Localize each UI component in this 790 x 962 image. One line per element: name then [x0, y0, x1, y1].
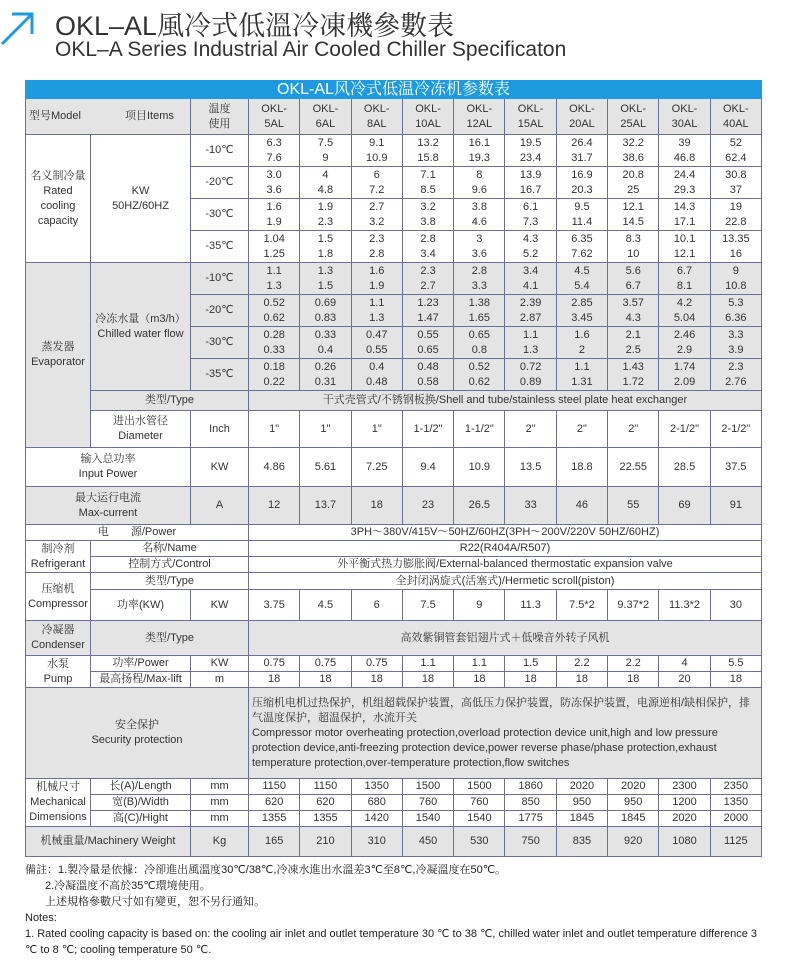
value-cell: 1.6 2 [556, 327, 607, 359]
value-cell: 9.5 11.4 [556, 199, 607, 231]
value-cell: 1.1 [454, 656, 505, 672]
table-row [26, 525, 762, 541]
value-cell: 1350 [710, 795, 761, 811]
value-cell: 19.5 23.4 [505, 135, 556, 167]
value-cell: 5.5 [710, 656, 761, 672]
model-header: OKL- 12AL [454, 99, 505, 135]
table-row [26, 656, 762, 672]
value-cell: 0.75 [249, 656, 300, 672]
value-cell: 4.5 [300, 590, 351, 621]
value-cell: 0.75 [351, 656, 402, 672]
value-cell: 4 [659, 656, 710, 672]
value-cell: 0.55 0.65 [402, 327, 453, 359]
value-cell: 33 [505, 487, 556, 525]
value-cell: 19 22.8 [710, 199, 761, 231]
value-cell: 0.4 0.48 [351, 359, 402, 391]
value-cell: 20.8 25 [608, 167, 659, 199]
value-cell: 30 [710, 590, 761, 621]
value-cell: 46 [556, 487, 607, 525]
cooling-label: 名义制冷量 Rated cooling capacity [26, 135, 91, 263]
value-cell: 16.9 20.3 [556, 167, 607, 199]
table-cell: 进出水管径 Diameter [91, 411, 191, 448]
value-cell: 1.9 2.3 [300, 199, 351, 231]
value-cell: 2" [556, 411, 607, 448]
table-cell: Inch [191, 411, 249, 448]
value-cell: 1860 [505, 779, 556, 795]
value-cell: 1.3 1.5 [300, 263, 351, 295]
value-cell: 6.3 7.6 [249, 135, 300, 167]
value-cell: 0.52 0.62 [454, 359, 505, 391]
value-cell: 18 [454, 672, 505, 688]
table-cell: 最高扬程/Max-lift [91, 672, 191, 688]
value-cell: 8 9.6 [454, 167, 505, 199]
compressor-label: 压缩机 Compressor [26, 573, 91, 621]
value-cell: 37.5 [710, 448, 761, 487]
model-header: OKL- 5AL [249, 99, 300, 135]
table-cell: KW [191, 656, 249, 672]
value-cell: 1500 [402, 779, 453, 795]
note-en-1: 1. Rated cooling capacity is based on: the cooling air inlet and outlet temperature 30 ℃ to 38 ℃, chilled water inlet and outlet temperature difference 3 ℃ to 8 ℃; cooling temperature 50 ℃. [25, 928, 757, 956]
value-cell: 23 [402, 487, 453, 525]
value-cell: 8.3 10 [608, 231, 659, 263]
table-row [26, 411, 762, 448]
value-cell: 3.0 3.6 [249, 167, 300, 199]
notes-title: Notes: [25, 912, 57, 924]
value-cell: 2300 [659, 779, 710, 795]
value-cell: 920 [608, 827, 659, 857]
value-cell: 2.2 [608, 656, 659, 672]
value-cell: 0.52 0.62 [249, 295, 300, 327]
cooling-unit: KW 50HZ/60HZ [91, 135, 191, 263]
table-row [26, 487, 762, 525]
value-cell: 0.72 0.89 [505, 359, 556, 391]
value-cell: 2.2 [556, 656, 607, 672]
value-cell: 26.4 31.7 [556, 135, 607, 167]
value-cell: 4 4.8 [300, 167, 351, 199]
value-cell: 1500 [454, 779, 505, 795]
model-header: OKL- 6AL [300, 99, 351, 135]
value-cell: 0.69 0.83 [300, 295, 351, 327]
value-cell: 1-1/2" [454, 411, 505, 448]
value-cell: 0.65 0.8 [454, 327, 505, 359]
value-cell: 1.5 [505, 656, 556, 672]
value-cell: 1.1 1.3 [505, 327, 556, 359]
value-cell: 2020 [608, 779, 659, 795]
value-cell: 2.8 3.4 [402, 231, 453, 263]
model-header: OKL- 20AL [556, 99, 607, 135]
value-cell: 12 [249, 487, 300, 525]
table-title: OKL-AL风冷式低温冷冻机参数表 [26, 81, 762, 99]
table-row [26, 590, 762, 621]
temp-cell: -35℃ [191, 231, 249, 263]
evaporator-label: 蒸发器 Evaporator [26, 263, 91, 448]
title-en: OKL–A Series Industrial Air Cooled Chiller Specificaton [55, 38, 567, 61]
value-cell: 1-1/2" [402, 411, 453, 448]
table-row [26, 573, 762, 590]
value-cell: 18 [402, 672, 453, 688]
value-cell: 14.3 17.1 [659, 199, 710, 231]
value-cell: 950 [608, 795, 659, 811]
value-cell: 18 [710, 672, 761, 688]
value-cell: 1.43 1.72 [608, 359, 659, 391]
value-cell: 6.7 8.1 [659, 263, 710, 295]
table-cell: 外平衡式热力膨胀阀/External-balanced thermostatic expansion valve [249, 557, 762, 573]
table-cell: R22(R404A/R507) [249, 541, 762, 557]
value-cell: 91 [710, 487, 761, 525]
value-cell: 3.57 4.3 [608, 295, 659, 327]
power-value: 3PH～380V/415V～50HZ/60HZ(3PH～200V/220V 50HZ/60HZ) [249, 525, 762, 541]
table-cell: Kg [191, 827, 249, 857]
value-cell: 5.3 6.36 [710, 295, 761, 327]
dimensions-label: 机械尺寸 Mechanical Dimensions [26, 779, 91, 827]
model-header: OKL- 15AL [505, 99, 556, 135]
value-cell: 2.39 2.87 [505, 295, 556, 327]
note-cn-2: 2.冷凝溫度不高於35℃環境使用。 [45, 880, 211, 892]
input-power-label: 输入总功率 Input Power [26, 448, 191, 487]
note-cn-1: 備註：1.製冷量是依據：冷卻進出風溫度30℃/38℃,冷凍水進出水溫差3℃至8℃,冷凝溫度在50℃。 [25, 864, 507, 876]
value-cell: 2.3 2.7 [402, 263, 453, 295]
value-cell: 18 [351, 672, 402, 688]
table-cell: A [191, 487, 249, 525]
pump-label: 水泵 Pump [26, 656, 91, 688]
value-cell: 7.1 8.5 [402, 167, 453, 199]
value-cell: 69 [659, 487, 710, 525]
value-cell: 950 [556, 795, 607, 811]
value-cell: 4.5 5.4 [556, 263, 607, 295]
table-cell: 名称/Name [91, 541, 249, 557]
table-row [26, 621, 762, 656]
water-flow-label: 冷冻水量（m3/h） Chilled water flow [91, 263, 191, 391]
table-row [26, 448, 762, 487]
header-temp: 温度 使用 [191, 99, 249, 135]
value-cell: 28.5 [659, 448, 710, 487]
value-cell: 7.25 [351, 448, 402, 487]
value-cell: 2.1 2.5 [608, 327, 659, 359]
value-cell: 2" [608, 411, 659, 448]
value-cell: 9 [454, 590, 505, 621]
table-row [26, 672, 762, 688]
note-cn-3: 上述規格參數尺寸如有變更，恕不另行通知。 [45, 896, 265, 908]
value-cell: 2.7 3.2 [351, 199, 402, 231]
value-cell: 5.6 6.7 [608, 263, 659, 295]
value-cell: 6 7.2 [351, 167, 402, 199]
value-cell: 0.33 0.4 [300, 327, 351, 359]
value-cell: 835 [556, 827, 607, 857]
value-cell: 6.35 7.62 [556, 231, 607, 263]
value-cell: 18 [556, 672, 607, 688]
value-cell: 6.1 7.3 [505, 199, 556, 231]
value-cell: 7.5*2 [556, 590, 607, 621]
value-cell: 760 [454, 795, 505, 811]
table-row [26, 688, 762, 779]
table-row [26, 81, 762, 99]
table-row [26, 391, 762, 411]
table-row [26, 827, 762, 857]
value-cell: 620 [249, 795, 300, 811]
value-cell: 1" [249, 411, 300, 448]
value-cell: 2020 [556, 779, 607, 795]
value-cell: 18 [505, 672, 556, 688]
temp-cell: -10℃ [191, 263, 249, 295]
value-cell: 1.74 2.09 [659, 359, 710, 391]
value-cell: 3.3 3.9 [710, 327, 761, 359]
model-header: OKL- 25AL [608, 99, 659, 135]
value-cell: 16.1 19.3 [454, 135, 505, 167]
value-cell: 620 [300, 795, 351, 811]
model-header: OKL- 8AL [351, 99, 402, 135]
temp-cell: -20℃ [191, 295, 249, 327]
value-cell: 1540 [454, 811, 505, 827]
value-cell: 1.1 1.31 [556, 359, 607, 391]
value-cell: 10.9 [454, 448, 505, 487]
value-cell: 2-1/2" [659, 411, 710, 448]
security-label: 安全保护 Security protection [26, 688, 249, 779]
temp-cell: -20℃ [191, 167, 249, 199]
value-cell: 1350 [351, 779, 402, 795]
value-cell: 5.61 [300, 448, 351, 487]
value-cell: 0.47 0.55 [351, 327, 402, 359]
value-cell: 12.1 14.5 [608, 199, 659, 231]
table-cell: 高(C)/Hight [91, 811, 191, 827]
value-cell: 0.28 0.33 [249, 327, 300, 359]
value-cell: 26.5 [454, 487, 505, 525]
value-cell: 39 46.8 [659, 135, 710, 167]
value-cell: 4.3 5.2 [505, 231, 556, 263]
value-cell: 2.8 3.3 [454, 263, 505, 295]
value-cell: 55 [608, 487, 659, 525]
value-cell: 0.75 [300, 656, 351, 672]
table-row [26, 779, 762, 795]
value-cell: 1" [351, 411, 402, 448]
value-cell: 13.7 [300, 487, 351, 525]
value-cell: 1" [300, 411, 351, 448]
value-cell: 1420 [351, 811, 402, 827]
table-cell: 功率/Power [91, 656, 191, 672]
value-cell: 1.6 1.9 [351, 263, 402, 295]
value-cell: 18.8 [556, 448, 607, 487]
temp-cell: -30℃ [191, 199, 249, 231]
refrigerant-label: 制冷剂 Refrigerant [26, 541, 91, 573]
table-row [26, 811, 762, 827]
value-cell: 1150 [300, 779, 351, 795]
value-cell: 680 [351, 795, 402, 811]
table-cell: 类型/Type [91, 573, 249, 590]
value-cell: 1080 [659, 827, 710, 857]
value-cell: 1540 [402, 811, 453, 827]
value-cell: 1.38 1.65 [454, 295, 505, 327]
value-cell: 1125 [710, 827, 761, 857]
value-cell: 1.5 1.8 [300, 231, 351, 263]
value-cell: 0.18 0.22 [249, 359, 300, 391]
security-value: 压缩机电机过热保护，机组超载保护装置，高低压力保护装置，防冻保护装置，电源逆相/缺相保护，排气温度保护，超温保护，水流开关 Compressor motor overheating protection,overload protection device unit,high and low pressure protection device,anti-freezing protection device,power reverse phase/phase protection,exhaust temperature protection,over-temperature protection,flow switches [249, 688, 762, 779]
spec-table [25, 80, 762, 857]
value-cell: 11.3*2 [659, 590, 710, 621]
table-cell: mm [191, 795, 249, 811]
condenser-label: 冷凝器 Condenser [26, 621, 91, 656]
value-cell: 450 [402, 827, 453, 857]
value-cell: 1.1 1.3 [249, 263, 300, 295]
value-cell: 760 [402, 795, 453, 811]
table-cell: KW [191, 590, 249, 621]
value-cell: 2000 [710, 811, 761, 827]
power-label: 电 源/Power [26, 525, 249, 541]
max-current-label: 最大运行电流 Max-current [26, 487, 191, 525]
table-row [26, 557, 762, 573]
value-cell: 1775 [505, 811, 556, 827]
weight-label: 机械重量/Machinery Weight [26, 827, 191, 857]
table-cell: mm [191, 811, 249, 827]
value-cell: 22.55 [608, 448, 659, 487]
value-cell: 18 [608, 672, 659, 688]
value-cell: 2.3 2.8 [351, 231, 402, 263]
value-cell: 1845 [556, 811, 607, 827]
value-cell: 9.4 [402, 448, 453, 487]
value-cell: 2.3 2.76 [710, 359, 761, 391]
value-cell: 32.2 38.6 [608, 135, 659, 167]
value-cell: 3 3.6 [454, 231, 505, 263]
evap-type-value: 干式壳管式/不锈钢板换/Shell and tube/stainless steel plate heat exchanger [249, 391, 762, 411]
value-cell: 20 [659, 672, 710, 688]
evap-type-label: 类型/Type [91, 391, 249, 411]
value-cell: 9.37*2 [608, 590, 659, 621]
value-cell: 1150 [249, 779, 300, 795]
value-cell: 3.4 4.1 [505, 263, 556, 295]
table-row [26, 263, 762, 295]
value-cell: 165 [249, 827, 300, 857]
value-cell: 2.46 2.9 [659, 327, 710, 359]
value-cell: 13.5 [505, 448, 556, 487]
table-cell: 控制方式/Control [91, 557, 249, 573]
value-cell: 750 [505, 827, 556, 857]
model-header: OKL- 40AL [710, 99, 761, 135]
value-cell: 1.6 1.9 [249, 199, 300, 231]
value-cell: 4.2 5.04 [659, 295, 710, 327]
value-cell: 0.26 0.31 [300, 359, 351, 391]
table-row [26, 541, 762, 557]
value-cell: 3.2 3.8 [402, 199, 453, 231]
value-cell: 210 [300, 827, 351, 857]
notes [25, 862, 765, 958]
value-cell: 9 10.8 [710, 263, 761, 295]
value-cell: 7.5 9 [300, 135, 351, 167]
table-cell: 全封闭涡旋式(活塞式)/Hermetic scroll(piston) [249, 573, 762, 590]
table-cell: 类型/Type [91, 621, 249, 656]
temp-cell: -30℃ [191, 327, 249, 359]
value-cell: 310 [351, 827, 402, 857]
value-cell: 3.75 [249, 590, 300, 621]
value-cell: 13.35 16 [710, 231, 761, 263]
value-cell: 6 [351, 590, 402, 621]
value-cell: 1200 [659, 795, 710, 811]
value-cell: 1355 [300, 811, 351, 827]
table-cell: 功率(KW) [91, 590, 191, 621]
temp-cell: -35℃ [191, 359, 249, 391]
table-cell: KW [191, 448, 249, 487]
value-cell: 18 [249, 672, 300, 688]
model-header: OKL- 10AL [402, 99, 453, 135]
value-cell: 0.48 0.58 [402, 359, 453, 391]
value-cell: 1355 [249, 811, 300, 827]
value-cell: 1845 [608, 811, 659, 827]
value-cell: 850 [505, 795, 556, 811]
value-cell: 52 62.4 [710, 135, 761, 167]
value-cell: 2.85 3.45 [556, 295, 607, 327]
table-row [26, 135, 762, 167]
value-cell: 1.1 1.3 [351, 295, 402, 327]
table-row [26, 99, 762, 135]
value-cell: 3.8 4.6 [454, 199, 505, 231]
value-cell: 24.4 29.3 [659, 167, 710, 199]
value-cell: 1.1 [402, 656, 453, 672]
value-cell: 2020 [659, 811, 710, 827]
value-cell: 530 [454, 827, 505, 857]
value-cell: 2350 [710, 779, 761, 795]
table-cell: 长(A)/Length [91, 779, 191, 795]
value-cell: 4.86 [249, 448, 300, 487]
value-cell: 2-1/2" [710, 411, 761, 448]
value-cell: 18 [300, 672, 351, 688]
table-row [26, 795, 762, 811]
title-cn: OKL–AL風冷式低溫冷凍機參數表 [55, 11, 455, 41]
value-cell: 1.23 1.47 [402, 295, 453, 327]
value-cell: 11.3 [505, 590, 556, 621]
value-cell: 7.5 [402, 590, 453, 621]
header-model-items: 型号Model 项目Items [26, 99, 191, 135]
value-cell: 13.9 16.7 [505, 167, 556, 199]
table-cell: mm [191, 779, 249, 795]
table-cell: 宽(B)/Width [91, 795, 191, 811]
value-cell: 13.2 15.8 [402, 135, 453, 167]
value-cell: 9.1 10.9 [351, 135, 402, 167]
arrow-up-right-icon [0, 8, 38, 48]
value-cell: 30.8 37 [710, 167, 761, 199]
value-cell: 18 [351, 487, 402, 525]
value-cell: 1.04 1.25 [249, 231, 300, 263]
value-cell: 10.1 12.1 [659, 231, 710, 263]
temp-cell: -10℃ [191, 135, 249, 167]
table-cell: m [191, 672, 249, 688]
value-cell: 2" [505, 411, 556, 448]
model-header: OKL- 30AL [659, 99, 710, 135]
table-cell: 高效紫铜管套铝翅片式＋低噪音外转子风机 [249, 621, 762, 656]
